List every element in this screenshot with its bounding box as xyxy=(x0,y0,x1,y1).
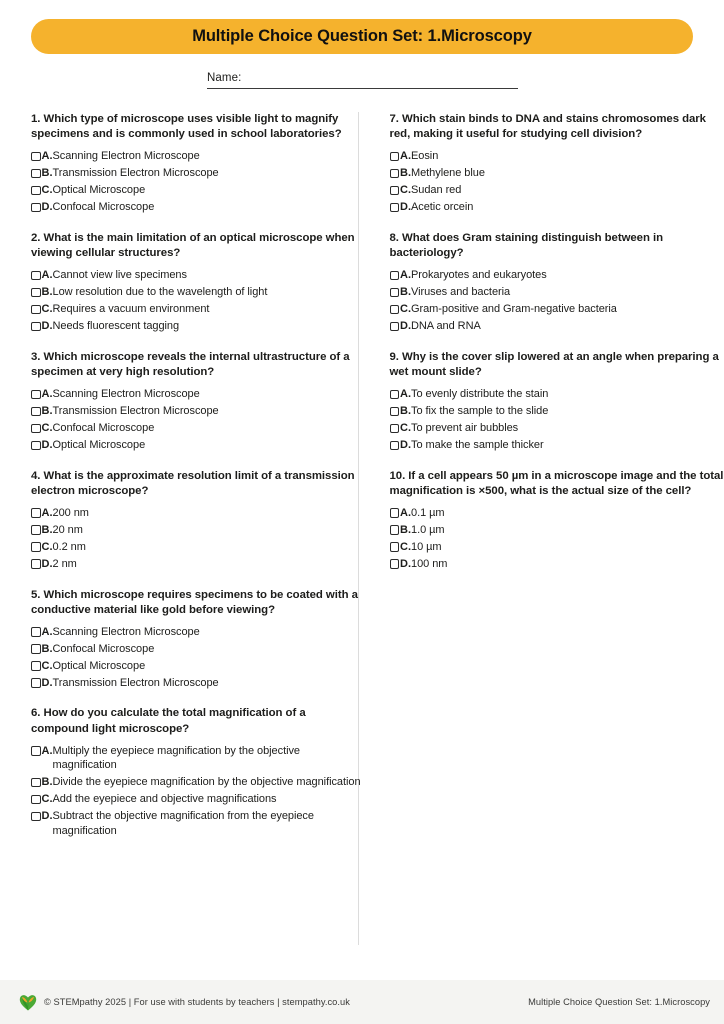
question-text: 1. Which type of microscope uses visible light to magnify specimens and is commonly used in school laboratories? xyxy=(31,113,342,141)
option-checkbox[interactable] xyxy=(31,812,41,822)
option-text: Requires a vacuum environment xyxy=(52,303,210,316)
option-row[interactable] xyxy=(31,744,366,773)
option-row[interactable] xyxy=(390,200,724,215)
option-checkbox[interactable] xyxy=(390,542,400,552)
option-letter: D. xyxy=(400,439,411,452)
option-row[interactable] xyxy=(390,166,724,181)
option-row[interactable] xyxy=(31,676,366,691)
option-checkbox[interactable] xyxy=(31,169,41,179)
option-letter: B. xyxy=(400,405,411,418)
option-text: Needs fluorescent tagging xyxy=(52,320,180,333)
option-text: To evenly distribute the stain xyxy=(411,388,549,401)
question-block xyxy=(31,469,366,572)
question-text: 6. How do you calculate the total magnification of a compound light microscope? xyxy=(31,707,306,735)
option-checkbox[interactable] xyxy=(390,288,400,298)
option-text: Divide the eyepiece magnification by the objective magnification xyxy=(52,776,361,789)
question-block xyxy=(31,231,366,334)
option-checkbox[interactable] xyxy=(31,424,41,434)
footer-worksheet-label: Multiple Choice Question Set: 1.Microscopy xyxy=(528,997,710,1007)
question-block xyxy=(31,588,366,691)
option-letter: A. xyxy=(400,388,411,401)
option-text: Optical Microscope xyxy=(52,659,146,672)
option-text: 20 nm xyxy=(52,523,83,536)
option-text: Transmission Electron Microscope xyxy=(52,405,219,418)
option-text: Scanning Electron Microscope xyxy=(52,625,200,638)
option-row[interactable] xyxy=(31,183,366,198)
option-text: To fix the sample to the slide xyxy=(411,405,549,418)
option-checkbox[interactable] xyxy=(31,678,41,688)
option-text: Confocal Microscope xyxy=(52,201,155,214)
option-checkbox[interactable] xyxy=(31,795,41,805)
question-block xyxy=(390,231,724,334)
question-block xyxy=(390,469,724,572)
option-checkbox[interactable] xyxy=(390,407,400,417)
option-list xyxy=(31,387,366,453)
option-row[interactable] xyxy=(390,404,724,419)
option-row[interactable] xyxy=(390,421,724,436)
option-row[interactable] xyxy=(31,268,366,283)
option-letter: C. xyxy=(41,422,53,435)
option-letter: B. xyxy=(41,642,53,655)
right-column xyxy=(390,112,724,588)
option-letter: D. xyxy=(41,320,53,333)
option-text: 1.0 µm xyxy=(411,523,445,536)
option-checkbox[interactable] xyxy=(31,203,41,213)
option-text: Acetic orcein xyxy=(411,201,474,214)
option-checkbox[interactable] xyxy=(31,271,41,281)
option-letter: D. xyxy=(41,810,53,823)
question-block xyxy=(31,706,366,838)
option-letter: D. xyxy=(400,557,411,570)
option-checkbox[interactable] xyxy=(390,441,400,451)
option-checkbox[interactable] xyxy=(390,559,400,569)
option-text: 2 nm xyxy=(52,557,77,570)
option-letter: B. xyxy=(41,523,53,536)
option-row[interactable] xyxy=(390,183,724,198)
option-text: Optical Microscope xyxy=(52,439,146,452)
option-checkbox[interactable] xyxy=(31,441,41,451)
name-field-label: Name: xyxy=(207,72,242,84)
option-text: Sudan red xyxy=(411,184,462,197)
question-text: 2. What is the main limitation of an optical microscope when viewing cellular structures? xyxy=(31,231,355,260)
option-letter: D. xyxy=(400,320,411,333)
questions-area xyxy=(0,112,724,854)
option-row[interactable] xyxy=(31,625,366,640)
option-letter: A. xyxy=(41,744,53,757)
option-row[interactable] xyxy=(390,523,724,538)
option-checkbox[interactable] xyxy=(390,271,400,281)
option-row[interactable] xyxy=(31,540,366,555)
option-checkbox[interactable] xyxy=(31,746,41,756)
option-row[interactable] xyxy=(31,792,366,807)
option-checkbox[interactable] xyxy=(31,288,41,298)
option-text: Confocal Microscope xyxy=(52,422,155,435)
left-column xyxy=(31,112,366,854)
option-checkbox[interactable] xyxy=(390,305,400,315)
option-text: Scanning Electron Microscope xyxy=(52,150,200,163)
option-letter: C. xyxy=(400,422,411,435)
option-letter: D. xyxy=(41,439,53,452)
option-letter: D. xyxy=(41,676,53,689)
option-text: Gram-positive and Gram-negative bacteria xyxy=(411,303,617,316)
option-text: Confocal Microscope xyxy=(52,642,155,655)
option-checkbox[interactable] xyxy=(31,407,41,417)
option-letter: A. xyxy=(41,150,53,163)
question-text: 3. Which microscope reveals the internal ultrastructure of a specimen at very high resolution? xyxy=(31,350,350,378)
option-checkbox[interactable] xyxy=(31,778,41,788)
option-text: DNA and RNA xyxy=(411,320,481,333)
option-checkbox[interactable] xyxy=(390,169,400,179)
option-text: Multiply the eyepiece magnification by the objective magnification xyxy=(52,744,300,772)
option-text: 0.2 nm xyxy=(52,540,86,553)
option-letter: D. xyxy=(41,557,53,570)
option-letter: C. xyxy=(41,184,53,197)
question-text: 8. What does Gram staining distinguish between in bacteriology? xyxy=(389,231,663,260)
option-checkbox[interactable] xyxy=(390,525,400,535)
option-row[interactable] xyxy=(31,285,366,300)
option-row[interactable] xyxy=(390,285,724,300)
option-checkbox[interactable] xyxy=(390,203,400,213)
option-checkbox[interactable] xyxy=(390,424,400,434)
question-text: 4. What is the approximate resolution limit of a transmission electron microscope? xyxy=(31,469,355,497)
option-text: 0.1 µm xyxy=(411,506,445,519)
option-checkbox[interactable] xyxy=(390,508,400,518)
footer-left-group xyxy=(18,992,350,1012)
option-row[interactable] xyxy=(31,506,366,521)
option-letter: C. xyxy=(41,540,53,553)
option-text: To prevent air bubbles xyxy=(411,422,519,435)
worksheet-title-banner xyxy=(31,19,693,54)
option-letter: A. xyxy=(41,625,53,638)
option-text: Prokaryotes and eukaryotes xyxy=(411,269,547,282)
option-text: To make the sample thicker xyxy=(411,439,544,452)
question-block xyxy=(390,350,724,453)
option-row[interactable] xyxy=(31,149,366,164)
question-block xyxy=(31,350,366,453)
option-text: 10 µm xyxy=(411,540,442,553)
option-row[interactable] xyxy=(390,557,724,572)
option-letter: B. xyxy=(41,167,53,180)
option-row[interactable] xyxy=(390,268,724,283)
option-list xyxy=(31,149,366,215)
option-text: Viruses and bacteria xyxy=(411,286,511,299)
option-letter: B. xyxy=(41,776,53,789)
footer-copyright-text: © STEMpathy 2025 | For use with students by teachers | stempathy.co.uk xyxy=(44,997,350,1007)
question-block xyxy=(390,112,724,215)
option-text: Methylene blue xyxy=(411,167,485,180)
option-checkbox[interactable] xyxy=(31,305,41,315)
option-text: Optical Microscope xyxy=(52,184,146,197)
option-row[interactable] xyxy=(390,540,724,555)
question-block xyxy=(31,112,366,215)
option-checkbox[interactable] xyxy=(390,322,400,332)
option-row[interactable] xyxy=(31,302,366,317)
option-checkbox[interactable] xyxy=(31,559,41,569)
option-checkbox[interactable] xyxy=(31,542,41,552)
option-row[interactable] xyxy=(31,200,366,215)
option-letter: A. xyxy=(400,150,411,163)
option-row[interactable] xyxy=(31,775,366,790)
option-letter: A. xyxy=(41,506,53,519)
question-text: 7. Which stain binds to DNA and stains chromosomes dark red, making it useful for studying cell division? xyxy=(389,113,706,141)
option-row[interactable] xyxy=(31,387,366,402)
option-text: Transmission Electron Microscope xyxy=(52,167,219,180)
option-checkbox[interactable] xyxy=(31,525,41,535)
option-list xyxy=(31,744,366,839)
option-letter: B. xyxy=(400,167,411,180)
option-letter: C. xyxy=(41,303,53,316)
option-letter: A. xyxy=(400,506,411,519)
question-text: 9. Why is the cover slip lowered at an angle when preparing a wet mount slide? xyxy=(389,350,719,378)
option-row[interactable] xyxy=(31,404,366,419)
option-text: Subtract the objective magnification from the eyepiece magnification xyxy=(52,810,314,837)
option-text: Add the eyepiece and objective magnifications xyxy=(52,793,277,806)
option-row[interactable] xyxy=(390,438,724,453)
option-text: 100 nm xyxy=(411,557,448,570)
option-row[interactable] xyxy=(390,302,724,317)
option-row[interactable] xyxy=(390,387,724,402)
option-checkbox[interactable] xyxy=(31,508,41,518)
option-letter: B. xyxy=(400,286,411,299)
option-letter: B. xyxy=(400,523,411,536)
option-list xyxy=(31,268,366,334)
option-checkbox[interactable] xyxy=(31,644,41,654)
option-text: 200 nm xyxy=(52,506,89,519)
option-list xyxy=(390,506,724,572)
option-row[interactable] xyxy=(31,523,366,538)
option-list xyxy=(390,268,724,334)
option-list xyxy=(31,625,366,691)
name-field[interactable] xyxy=(207,68,518,89)
option-checkbox[interactable] xyxy=(390,390,400,400)
option-row[interactable] xyxy=(31,557,366,572)
option-checkbox[interactable] xyxy=(31,627,41,637)
option-checkbox[interactable] xyxy=(31,186,41,196)
option-checkbox[interactable] xyxy=(390,152,400,162)
option-letter: C. xyxy=(41,659,53,672)
option-row[interactable] xyxy=(390,319,724,334)
option-text: Transmission Electron Microscope xyxy=(52,676,219,689)
option-row[interactable] xyxy=(31,659,366,674)
option-letter: D. xyxy=(400,201,411,214)
option-row[interactable] xyxy=(31,166,366,181)
option-row[interactable] xyxy=(31,421,366,436)
question-text: 5. Which microscope requires specimens to be coated with a conductive material like gold before viewing? xyxy=(31,588,358,616)
option-list xyxy=(390,149,724,215)
option-row[interactable] xyxy=(31,642,366,657)
option-letter: A. xyxy=(400,269,411,282)
option-letter: C. xyxy=(400,540,411,553)
option-letter: B. xyxy=(41,286,53,299)
option-letter: C. xyxy=(400,303,411,316)
option-text: Scanning Electron Microscope xyxy=(52,388,200,401)
question-text: 10. If a cell appears 50 µm in a microscope image and the total magnification is ×500, what is the actual size of the cell? xyxy=(389,469,724,497)
option-row[interactable] xyxy=(31,319,366,334)
option-checkbox[interactable] xyxy=(31,390,41,400)
option-row[interactable] xyxy=(390,506,724,521)
option-letter: C. xyxy=(41,793,53,806)
option-list xyxy=(390,387,724,453)
option-checkbox[interactable] xyxy=(390,186,400,196)
page-title: Multiple Choice Question Set: 1.Microscopy xyxy=(192,27,532,45)
option-row[interactable] xyxy=(31,438,366,453)
option-checkbox[interactable] xyxy=(31,152,41,162)
page-footer xyxy=(0,980,724,1024)
option-text: Eosin xyxy=(411,150,439,163)
option-text: Cannot view live specimens xyxy=(52,269,187,282)
option-text: Low resolution due to the wavelength of light xyxy=(52,286,268,299)
stempathy-leaf-heart-icon xyxy=(18,992,38,1012)
option-letter: C. xyxy=(400,184,411,197)
option-row[interactable] xyxy=(390,149,724,164)
option-letter: A. xyxy=(41,269,53,282)
option-letter: D. xyxy=(41,201,53,214)
option-letter: B. xyxy=(41,405,53,418)
option-letter: A. xyxy=(41,388,53,401)
option-checkbox[interactable] xyxy=(31,661,41,671)
option-checkbox[interactable] xyxy=(31,322,41,332)
option-list xyxy=(31,506,366,572)
option-row[interactable] xyxy=(31,809,366,838)
